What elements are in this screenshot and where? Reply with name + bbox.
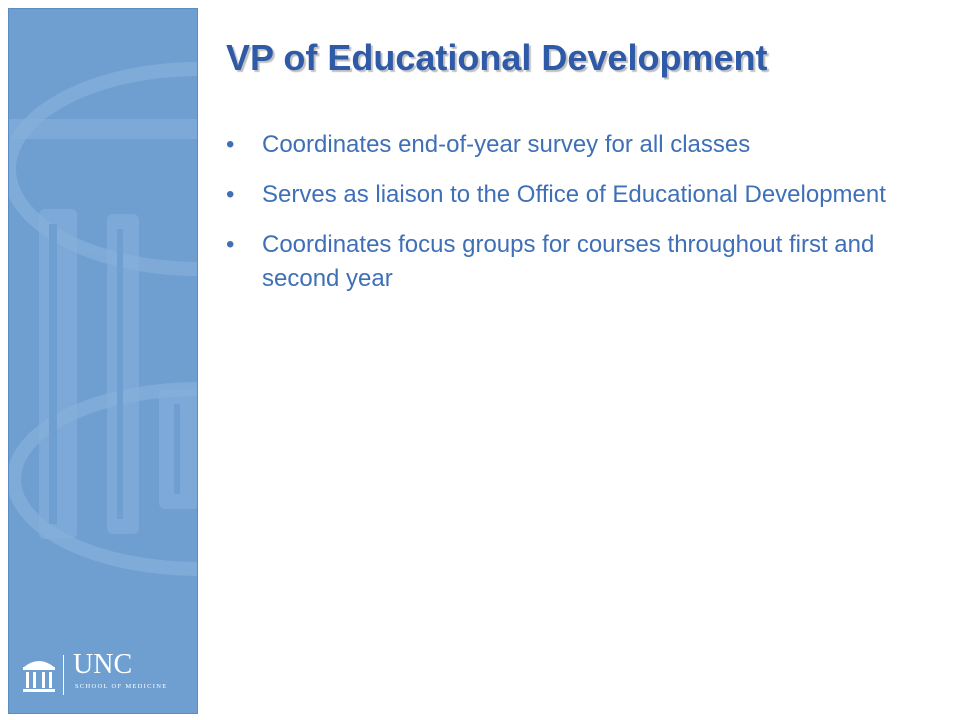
logo-subtitle: SCHOOL OF MEDICINE [75, 683, 168, 690]
bullet-text: Coordinates focus groups for courses throughout first and second year [262, 231, 875, 292]
bullet-item [226, 178, 916, 212]
logo-divider [63, 655, 64, 695]
sidebar-panel [8, 8, 198, 714]
logo-name: UNC [73, 649, 133, 680]
bullet-text: Coordinates end-of-year survey for all classes [262, 131, 751, 158]
bullet-marker: • [226, 231, 235, 258]
bullet-item [226, 228, 916, 296]
bullet-item [226, 128, 916, 162]
bullet-marker: • [226, 131, 235, 158]
bullet-marker: • [226, 181, 235, 208]
bullet-text: Serves as liaison to the Office of Educational Development [262, 181, 886, 208]
old-well-watermark [9, 9, 198, 714]
bullet-list [226, 128, 916, 312]
unc-logo [17, 649, 195, 705]
old-well-icon [21, 653, 57, 695]
slide-title: VP of Educational Development [226, 37, 768, 78]
